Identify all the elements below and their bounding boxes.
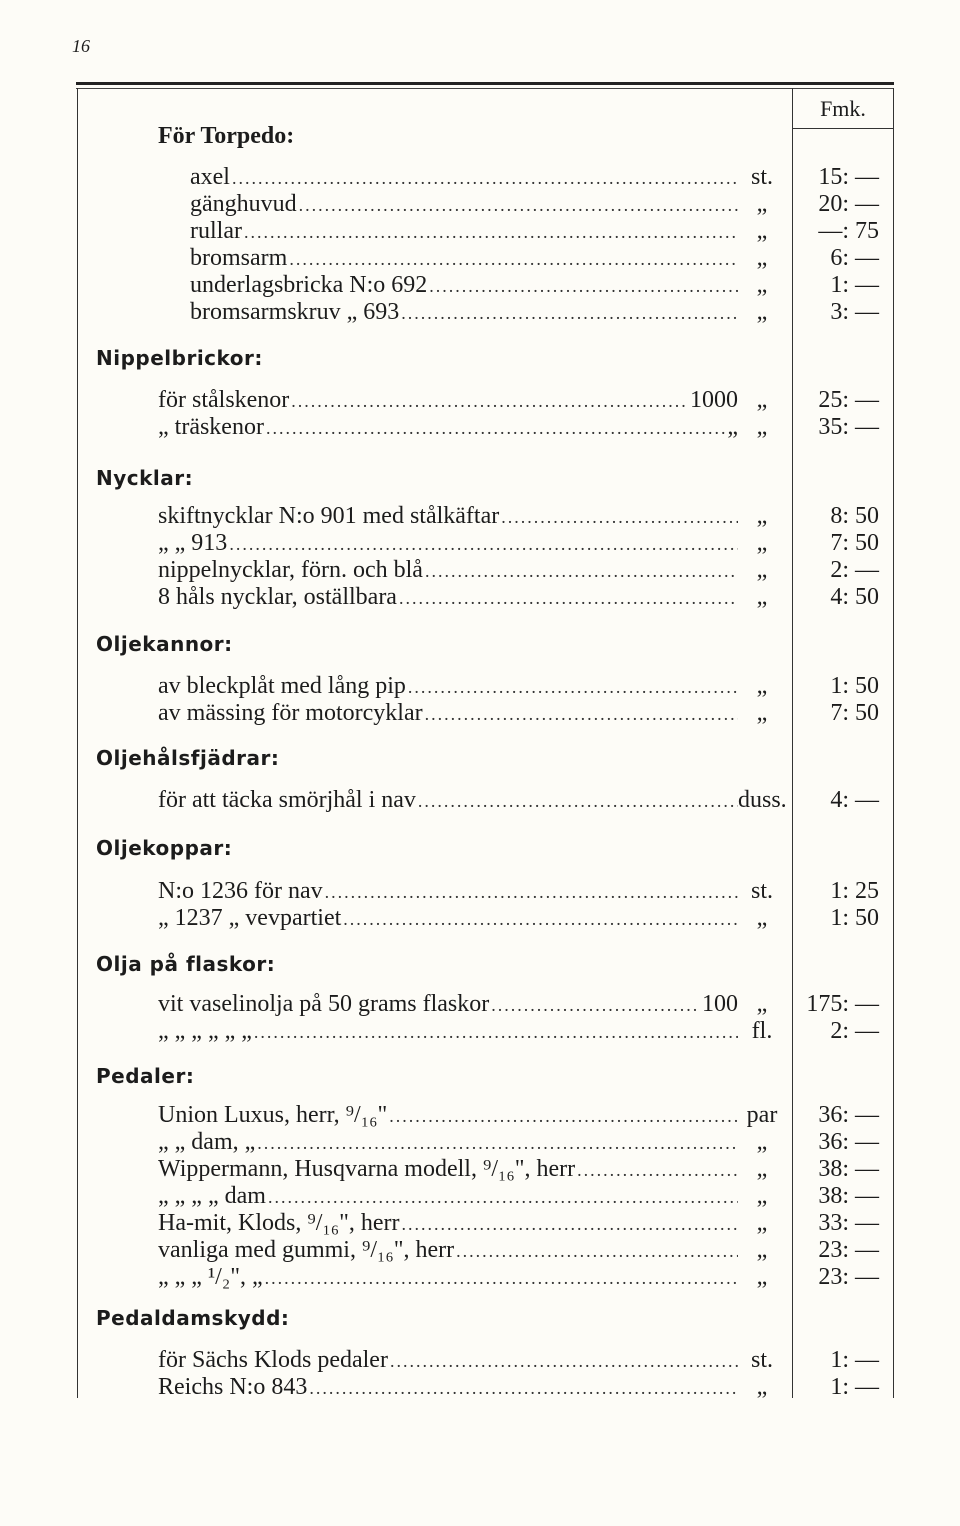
dot-leader — [408, 673, 738, 701]
price-row — [0, 1101, 960, 1129]
price-row — [0, 1128, 960, 1156]
item-quantity: 100 — [702, 991, 738, 1017]
dot-leader — [257, 1129, 738, 1157]
dot-leader — [501, 503, 738, 531]
item-unit: „ — [756, 414, 768, 440]
item-price: 23: — — [818, 1264, 879, 1290]
item-description-cell — [158, 413, 738, 442]
dot-leader — [291, 387, 688, 415]
item-price: 1: — — [830, 272, 879, 298]
item-description: axel — [190, 164, 230, 190]
item-price: 35: — — [818, 414, 879, 440]
dot-leader — [232, 164, 738, 192]
item-description-cell — [158, 1128, 738, 1157]
item-description: underlagsbricka N:o 692 — [190, 272, 428, 298]
item-description-cell — [158, 1236, 738, 1265]
dot-leader — [401, 299, 738, 327]
price-row — [0, 502, 960, 530]
price-row — [0, 244, 960, 272]
item-description: „ träskenor — [158, 414, 264, 440]
price-row — [0, 271, 960, 299]
item-description-cell — [190, 244, 738, 273]
item-description: för Sächs Klods pedaler — [158, 1347, 388, 1373]
dot-leader — [254, 1018, 738, 1046]
item-description: „ „ dam, „ — [158, 1129, 256, 1155]
item-price: 6: — — [830, 245, 879, 271]
section-heading: Oljehålsfjädrar: — [96, 746, 280, 770]
dot-leader — [425, 700, 738, 728]
item-description: skiftnycklar N:o 901 med stålkäftar — [158, 503, 500, 529]
item-price: —: 75 — [818, 218, 879, 244]
price-row — [0, 990, 960, 1018]
item-unit: „ — [756, 991, 768, 1017]
item-description-cell — [158, 1346, 738, 1375]
item-price: 36: — — [818, 1129, 879, 1155]
item-price: 4: 50 — [830, 584, 879, 610]
item-description: „ „ „ ¹/₂", „ — [158, 1264, 263, 1290]
item-description-cell — [158, 583, 738, 612]
item-unit: „ — [756, 191, 768, 217]
item-description-cell — [158, 1017, 738, 1046]
item-price: 1: 50 — [830, 905, 879, 931]
price-row — [0, 1236, 960, 1264]
dot-leader — [343, 905, 738, 933]
section-heading: Nycklar: — [96, 466, 194, 490]
item-description-cell — [158, 1155, 738, 1184]
dot-leader — [402, 1210, 738, 1238]
item-description: Union Luxus, herr, ⁹/₁₆" — [158, 1102, 388, 1128]
item-description-cell — [158, 1263, 738, 1292]
dot-leader — [390, 1347, 738, 1375]
item-unit: „ — [756, 272, 768, 298]
item-description-cell — [158, 1209, 738, 1238]
item-description-cell — [190, 217, 738, 246]
item-unit: „ — [756, 673, 768, 699]
item-price: 15: — — [818, 164, 879, 190]
item-description-cell — [158, 1101, 738, 1130]
dot-leader — [429, 272, 738, 300]
item-description: „ „ „ „ „ „ — [158, 1018, 252, 1044]
item-description-cell — [158, 556, 738, 585]
item-price: 2: — — [830, 1018, 879, 1044]
item-description-cell — [190, 271, 738, 300]
item-description-cell — [158, 672, 738, 701]
price-row — [0, 1346, 960, 1374]
item-price: 23: — — [818, 1237, 879, 1263]
section-heading: Nippelbrickor: — [96, 346, 263, 370]
item-description: bromsarmskruv „ 693 — [190, 299, 400, 325]
item-unit: „ — [756, 584, 768, 610]
item-unit: „ — [756, 1264, 768, 1290]
item-description-cell — [190, 298, 738, 327]
item-description: av bleckplåt med lång pip — [158, 673, 406, 699]
item-description-cell — [158, 877, 738, 906]
item-unit: st. — [750, 164, 773, 190]
item-unit: st. — [750, 1347, 773, 1373]
item-description: nippelnycklar, förn. och blå — [158, 557, 423, 583]
price-row — [0, 1017, 960, 1045]
dot-leader — [577, 1156, 738, 1184]
item-price: 38: — — [818, 1183, 879, 1209]
price-row — [0, 190, 960, 218]
price-row — [0, 163, 960, 191]
price-row — [0, 298, 960, 326]
currency-header-rule — [793, 128, 893, 129]
item-description-cell — [158, 904, 738, 933]
item-description: 8 håls nycklar, oställbara — [158, 584, 397, 610]
top-rule-thin — [76, 88, 894, 89]
item-price: 4: — — [830, 787, 879, 813]
item-unit: „ — [756, 1183, 768, 1209]
item-unit: „ — [756, 557, 768, 583]
dot-leader — [491, 991, 700, 1019]
dot-leader — [265, 1264, 738, 1292]
page-number: 16 — [72, 36, 90, 56]
item-price: 7: 50 — [830, 700, 879, 726]
item-price: 20: — — [818, 191, 879, 217]
item-price: 33: — — [818, 1210, 879, 1236]
price-row — [0, 786, 960, 814]
item-description: Ha-mit, Klods, ⁹/₁₆", herr — [158, 1210, 400, 1236]
dot-leader — [266, 414, 725, 442]
item-price: 25: — — [818, 387, 879, 413]
item-unit: „ — [756, 530, 768, 556]
item-description-cell — [158, 786, 738, 815]
item-description: „ 1237 „ vevpartiet — [158, 905, 342, 931]
item-price: 38: — — [818, 1156, 879, 1182]
price-row — [0, 217, 960, 245]
item-description: „ „ „ „ dam — [158, 1183, 266, 1209]
item-description-cell — [158, 990, 738, 1019]
item-description-cell — [158, 699, 738, 728]
item-unit: „ — [756, 299, 768, 325]
section-heading: Oljekoppar: — [96, 836, 233, 860]
item-description: gänghuvud — [190, 191, 297, 217]
item-description: bromsarm — [190, 245, 288, 271]
item-unit: „ — [756, 218, 768, 244]
item-unit: par — [746, 1102, 778, 1128]
item-unit: „ — [756, 503, 768, 529]
item-unit: „ — [756, 1237, 768, 1263]
dot-leader — [229, 530, 738, 558]
item-unit: „ — [756, 700, 768, 726]
item-description-cell — [158, 529, 738, 558]
item-unit: „ — [756, 245, 768, 271]
price-row — [0, 386, 960, 414]
item-description: vit vaselinolja på 50 grams flaskor — [158, 991, 490, 1017]
item-price: 1: — — [830, 1374, 879, 1400]
item-description: för att täcka smörjhål i nav — [158, 787, 416, 813]
item-description: N:o 1236 för nav — [158, 878, 323, 904]
item-description-cell — [158, 502, 738, 531]
dot-leader — [289, 245, 738, 273]
dot-leader — [268, 1183, 738, 1211]
item-description: rullar — [190, 218, 242, 244]
item-description-cell — [158, 1182, 738, 1211]
item-unit: st. — [750, 878, 773, 904]
currency-header: Fmk. — [820, 96, 866, 121]
item-price: 1: 50 — [830, 673, 879, 699]
price-row — [0, 556, 960, 584]
item-description-cell — [158, 386, 738, 415]
dot-leader — [299, 191, 738, 219]
item-price: 175: — — [806, 991, 879, 1017]
section-heading: Oljekannor: — [96, 632, 233, 656]
item-price: 7: 50 — [830, 530, 879, 556]
item-description: vanliga med gummi, ⁹/₁₆", herr — [158, 1237, 455, 1263]
item-description: Reichs N:o 843 — [158, 1374, 308, 1400]
item-unit: „ — [756, 1129, 768, 1155]
dot-leader — [418, 787, 738, 815]
price-row — [0, 1263, 960, 1291]
item-description: Wippermann, Husqvarna modell, ⁹/₁₆", herr — [158, 1156, 576, 1182]
section-heading: För Torpedo: — [158, 123, 295, 149]
item-description-cell — [158, 1373, 738, 1402]
item-description: „ „ 913 — [158, 530, 228, 556]
dot-leader — [244, 218, 738, 246]
dot-leader — [456, 1237, 738, 1265]
price-row — [0, 583, 960, 611]
price-row — [0, 1155, 960, 1183]
item-price: 1: — — [830, 1347, 879, 1373]
price-row — [0, 1373, 960, 1401]
item-price: 8: 50 — [830, 503, 879, 529]
price-row — [0, 877, 960, 905]
dot-leader — [399, 584, 738, 612]
price-row — [0, 413, 960, 441]
item-description: av mässing för motorcyklar — [158, 700, 423, 726]
item-price: 36: — — [818, 1102, 879, 1128]
item-quantity: „ — [727, 414, 738, 440]
dot-leader — [425, 557, 738, 585]
item-unit: „ — [756, 1156, 768, 1182]
dot-leader — [389, 1102, 738, 1130]
section-heading: Pedaldamskydd: — [96, 1306, 290, 1330]
price-row — [0, 1182, 960, 1210]
item-price: 3: — — [830, 299, 879, 325]
item-description: för stålskenor — [158, 387, 290, 413]
item-unit: duss. — [738, 787, 787, 813]
price-row — [0, 904, 960, 932]
price-row — [0, 699, 960, 727]
section-heading: Olja på flaskor: — [96, 952, 276, 976]
item-unit: „ — [756, 1374, 768, 1400]
item-unit: „ — [756, 1210, 768, 1236]
price-row — [0, 1209, 960, 1237]
price-row — [0, 672, 960, 700]
dot-leader — [309, 1374, 738, 1402]
item-unit: „ — [756, 905, 768, 931]
item-unit: fl. — [751, 1018, 773, 1044]
item-quantity: 1000 — [690, 387, 738, 413]
price-row — [0, 529, 960, 557]
item-description-cell — [190, 163, 738, 192]
section-heading: Pedaler: — [96, 1064, 195, 1088]
item-price: 2: — — [830, 557, 879, 583]
dot-leader — [325, 878, 738, 906]
top-rule — [76, 82, 894, 85]
item-description-cell — [190, 190, 738, 219]
item-unit: „ — [756, 387, 768, 413]
item-price: 1: 25 — [830, 878, 879, 904]
